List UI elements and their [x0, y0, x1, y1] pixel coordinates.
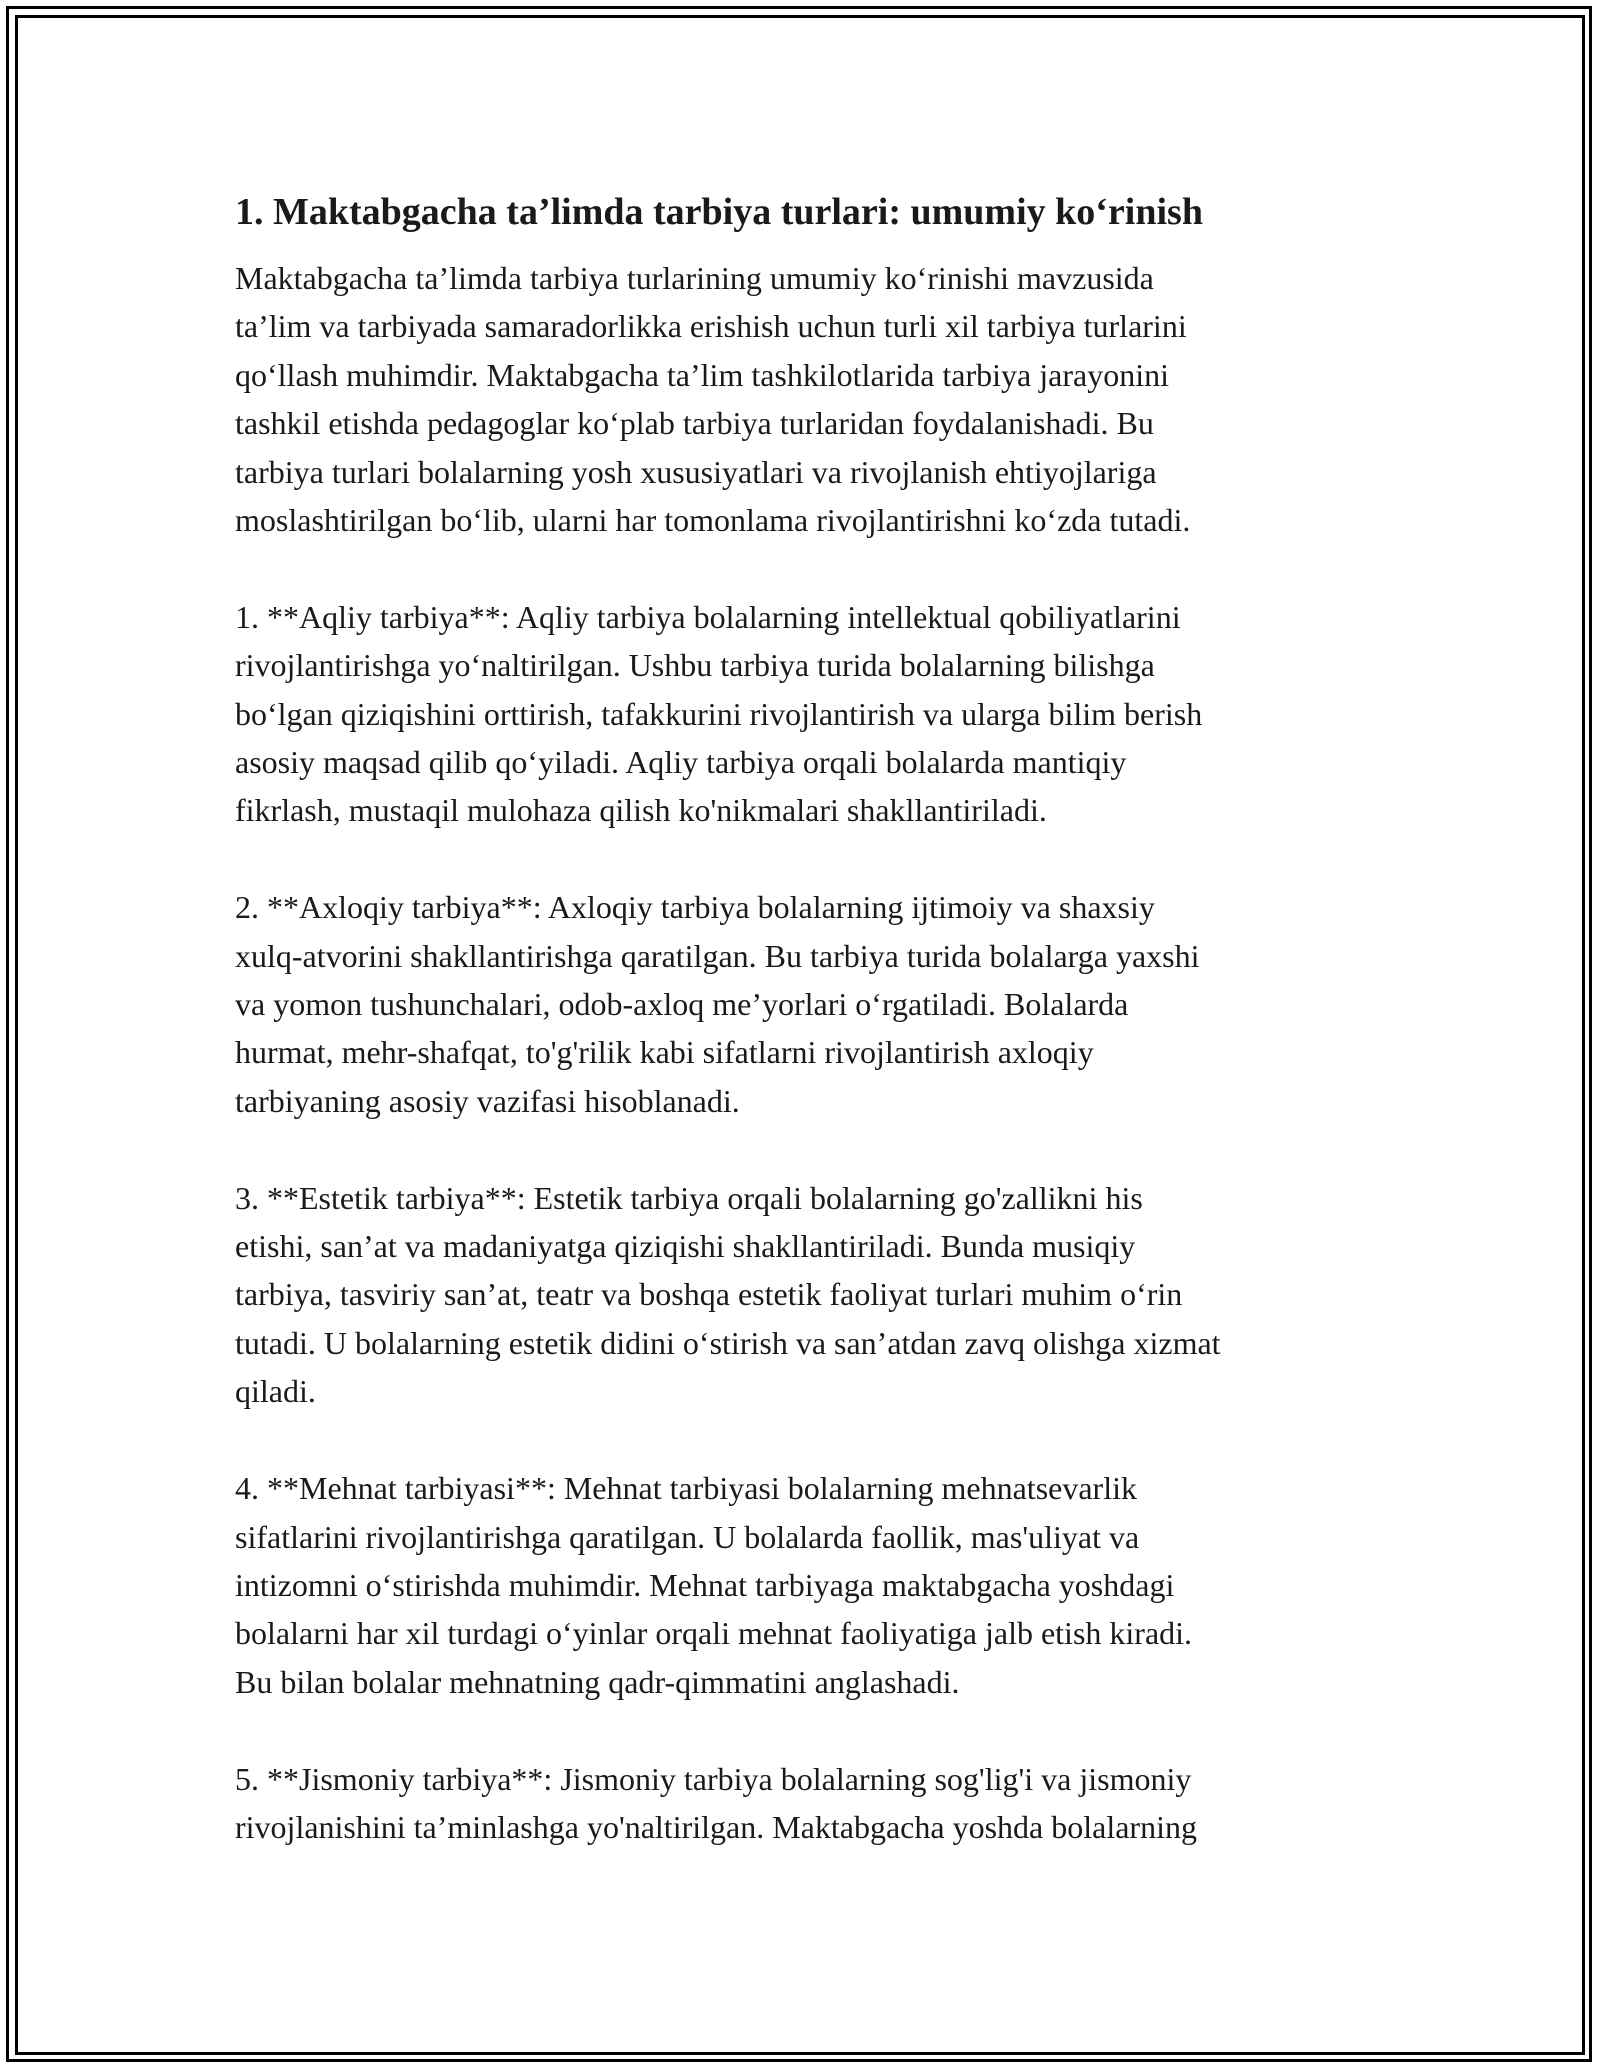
- jismoniy-tarbiya-paragraph: [235, 1755, 1385, 1852]
- aqliy-tarbiya-paragraph: [235, 593, 1385, 835]
- text-line: 5. **Jismoniy tarbiya**: Jismoniy tarbiya bolalarning sog'lig'i va jismoniy: [235, 1760, 1192, 1797]
- text-line: ta’lim va tarbiyada samaradorlikka erishish uchun turli xil tarbiya turlarini: [235, 308, 1187, 345]
- text-line: 2. **Axloqiy tarbiya**: Axloqiy tarbiya bolalarning ijtimoiy va shaxsiy: [235, 889, 1155, 926]
- axloqiy-tarbiya-paragraph: [235, 883, 1385, 1125]
- text-line: etishi, san’at va madaniyatga qiziqishi shakllantiriladi. Bunda musiqiy: [235, 1228, 1136, 1265]
- text-line: intizomni o‘stirishda muhimdir. Mehnat tarbiyaga maktabgacha yoshdagi: [235, 1566, 1175, 1603]
- text-line: hurmat, mehr-shafqat, to'g'rilik kabi sifatlarni rivojlantirish axloqiy: [235, 1034, 1094, 1071]
- text-line: moslashtirilgan bo‘lib, ularni har tomonlama rivojlantirishni ko‘zda tutadi.: [235, 502, 1191, 539]
- text-line: 1. **Aqliy tarbiya**: Aqliy tarbiya bolalarning intellektual qobiliyatlarini: [235, 598, 1181, 635]
- text-line: bo‘lgan qiziqishini orttirish, tafakkurini rivojlantirish va ularga bilim berish: [235, 695, 1203, 732]
- document-body: [235, 186, 1385, 1851]
- text-line: rivojlantirishga yo‘naltirilgan. Ushbu tarbiya turida bolalarning bilishga: [235, 647, 1155, 684]
- intro-paragraph: [235, 254, 1385, 544]
- text-line: asosiy maqsad qilib qo‘yiladi. Aqliy tarbiya orqali bolalarda mantiqiy: [235, 744, 1127, 781]
- text-line: qo‘llash muhimdir. Maktabgacha ta’lim tashkilotlarida tarbiya jarayonini: [235, 356, 1169, 393]
- text-line: fikrlash, mustaqil mulohaza qilish ko'nikmalari shakllantiriladi.: [235, 792, 1047, 829]
- estetik-tarbiya-paragraph: [235, 1174, 1385, 1416]
- text-line: bolalarni har xil turdagi o‘yinlar orqali mehnat faoliyatiga jalb etish kiradi.: [235, 1615, 1193, 1652]
- text-line: xulq-atvorini shakllantirishga qaratilgan. Bu tarbiya turida bolalarga yaxshi: [235, 937, 1200, 974]
- text-line: Maktabgacha ta’limda tarbiya turlarining umumiy ko‘rinishi mavzusida: [235, 260, 1154, 296]
- text-line: tarbiyaning asosiy vazifasi hisoblanadi.: [235, 1082, 740, 1119]
- text-line: Bu bilan bolalar mehnatning qadr-qimmatini anglashadi.: [235, 1663, 960, 1700]
- text-line: qiladi.: [235, 1373, 316, 1410]
- text-line: rivojlanishini ta’minlashga yo'naltirilgan. Maktabgacha yoshda bolalarning: [235, 1808, 1197, 1845]
- text-line: 4. **Mehnat tarbiyasi**: Mehnat tarbiyasi bolalarning mehnatsevarlik: [235, 1470, 1137, 1507]
- mehnat-tarbiyasi-paragraph: [235, 1464, 1385, 1706]
- text-line: tutadi. U bolalarning estetik didini o‘stirish va san’atdan zavq olishga xizmat: [235, 1324, 1221, 1361]
- text-line: va yomon tushunchalari, odob-axloq me’yorlari o‘rgatiladi. Bolalarda: [235, 986, 1129, 1023]
- text-line: tarbiya, tasviriy san’at, teatr va boshqa estetik faoliyat turlari muhim o‘rin: [235, 1276, 1183, 1313]
- text-line: tarbiya turlari bolalarning yosh xususiyatlari va rivojlanish ehtiyojlariga: [235, 453, 1157, 490]
- text-line: 3. **Estetik tarbiya**: Estetik tarbiya orqali bolalarning go'zallikni his: [235, 1179, 1143, 1216]
- text-line: sifatlarini rivojlantirishga qaratilgan. U bolalarda faollik, mas'uliyat va: [235, 1518, 1140, 1555]
- document-title: 1. Maktabgacha ta’limda tarbiya turlari: umumiy ko‘rinish: [235, 191, 1203, 233]
- text-line: tashkil etishda pedagoglar ko‘plab tarbiya turlaridan foydalanishadi. Bu: [235, 405, 1154, 442]
